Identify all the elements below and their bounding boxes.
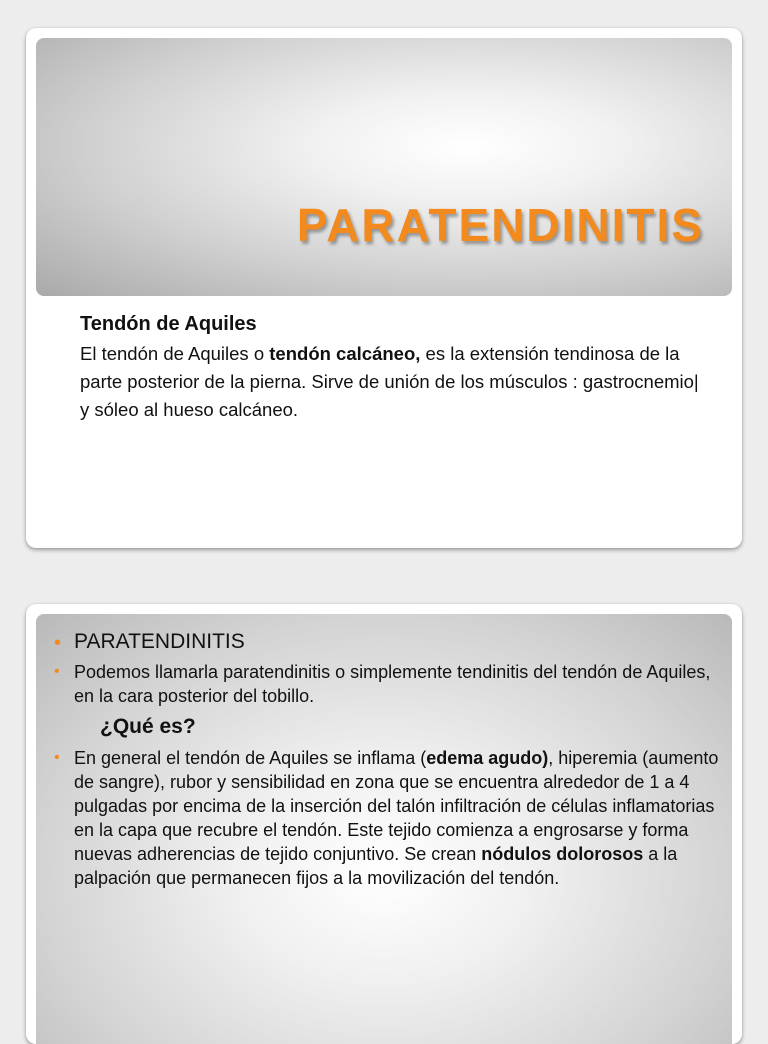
bullet-bold: nódulos dolorosos: [481, 844, 644, 864]
title-panel: [36, 38, 732, 296]
slide-1-body: [80, 310, 710, 424]
bullet-icon: •: [54, 663, 60, 680]
subheading-que-es: ¿Qué es?: [100, 715, 196, 738]
slide-1: [26, 28, 742, 548]
bullet-text: a la palpación que permanecen fijos a la movilización del tendón.: [74, 844, 678, 888]
bullet-item: [54, 628, 726, 656]
slide-title: PARATENDINITIS: [296, 199, 704, 251]
subheading-tendon: Tendón de Aquiles: [80, 313, 257, 335]
bullet-text: PARATENDINITIS: [74, 630, 245, 653]
bullet-bold: edema agudo): [426, 748, 549, 768]
bullet-text: , hiperemia (aumento de sangre), rubor y sensibilidad en zona que se encuentra alrededor de 1 a 4 pulgadas por encima de la inserción del talón infiltración de células inflamatorias en la capa que recubre el tendón. Este tejido comienza a engrosarse y forma nuevas adherencias de tejido conjuntivo. Se crean: [74, 748, 719, 864]
paragraph-bold: tendón calcáneo,: [269, 343, 421, 364]
paragraph-text: y sóleo al hueso calcáneo.: [80, 399, 299, 420]
bullet-icon: •: [54, 749, 60, 766]
paragraph-text: es la extensión tendinosa de la parte posterior de la pierna. Sirve de unión de los músculos : gastrocnemio|: [80, 343, 699, 392]
bullet-text: Podemos llamarla paratendinitis o simplemente tendinitis del tendón de Aquiles, en la cara posterior del tobillo.: [74, 662, 711, 706]
bullet-icon: •: [54, 632, 62, 654]
paragraph-tendon: [80, 340, 710, 424]
slide-2: [26, 604, 742, 1044]
bullet-item: [54, 746, 726, 890]
content-panel: [36, 614, 732, 1044]
bullet-text: En general el tendón de Aquiles se inflama (: [74, 748, 427, 768]
paragraph-text: El tendón de Aquiles o: [80, 343, 270, 364]
bullet-list: [54, 628, 726, 894]
bullet-item: [54, 660, 726, 708]
